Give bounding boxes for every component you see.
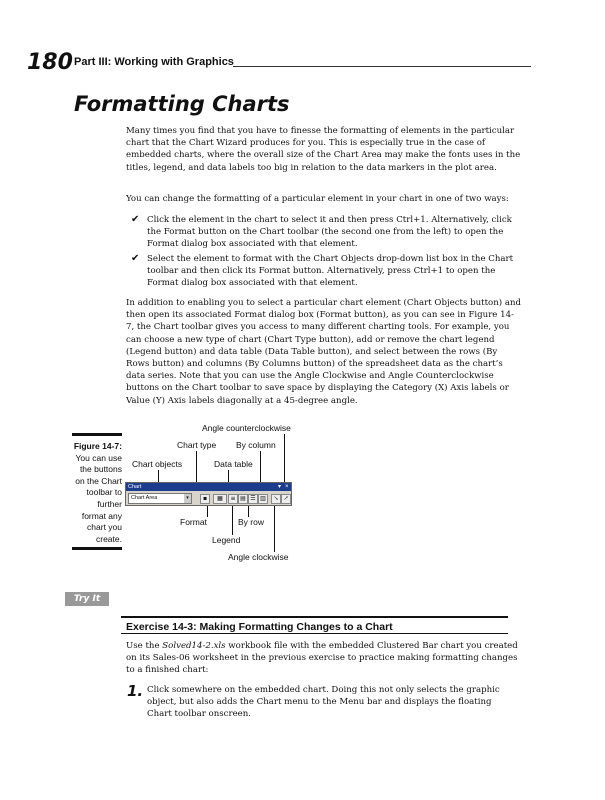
bullet-item — [131, 253, 521, 293]
callout-by-column: By column — [236, 440, 276, 450]
callout-angle-clockwise: Angle clockwise — [228, 552, 289, 562]
exercise-intro-rest: workbook file with the embedded Clustered Bar chart you created on its Sales-06 worksheet in the previous exercise to practice making formatting changes to a finished chart: — [126, 641, 518, 676]
step-number: 1. — [127, 682, 144, 700]
try-it-badge: Try It — [65, 592, 109, 606]
callout-angle-counterclockwise: Angle counterclockwise — [202, 423, 291, 433]
step-text: Click somewhere on the embedded chart. Doing this not only selects the graphic object, but also adds the Chart menu to the Menu bar and displays the floating Chart toolbar onscreen. — [147, 685, 500, 720]
callout-chart-objects: Chart objects — [132, 459, 183, 469]
figure-caption-text: You can use the buttons on the Chart toolbar to further format any chart you create. — [75, 452, 122, 544]
callout-by-row: By row — [238, 517, 264, 527]
paragraph-intro: Many times you find that you have to finesse the formatting of elements in the particular chart that the Chart Wizard produces for you. This is especially true in the case of embedded charts, where the overall size of the Chart Area may make the fonts uses in the titles, legend, and data labels too big in relation to the data markers in the plot area. — [126, 126, 521, 173]
toolbar-title: Chart — [128, 484, 142, 490]
format-button[interactable]: ▪ — [200, 494, 210, 504]
toolbar-title-bar — [126, 483, 291, 491]
chart-objects-dropdown[interactable] — [128, 493, 192, 504]
angle-counterclockwise-button[interactable]: ↗ — [281, 494, 291, 504]
paragraph-two-ways: You can change the formatting of a particular element in your chart in one of two ways: — [126, 194, 509, 204]
check-bullet-icon: ✔ — [131, 214, 140, 225]
exercise-title: Exercise 14-3: Making Formatting Changes to a Chart — [126, 621, 393, 633]
bullet-text: Select the element to format with the Chart Objects drop-down list box in the Chart toolbar and then click its Format button. Alternatively, press Ctrl+1 to open the Format dialog box associated with that element. — [147, 254, 514, 289]
figure-label: Figure 14-7: — [73, 441, 122, 451]
exercise-intro — [126, 640, 522, 677]
legend-button[interactable]: ≡ — [228, 494, 238, 504]
bullet-text: Click the element in the chart to select it and then press Ctrl+1. Alternatively, click the Format button on the Chart toolbar (the second one from the left) to open the Format dialog box associated with that element. — [147, 215, 512, 250]
exercise-file-name: Solved14-2.xls — [162, 641, 226, 651]
exercise-rule-top — [121, 616, 508, 618]
close-icon[interactable]: × — [285, 484, 289, 490]
caption-rule-top — [72, 433, 122, 436]
chart-type-button[interactable]: ▦ — [213, 494, 227, 504]
callout-format: Format — [180, 517, 207, 527]
page-number: 180 — [27, 50, 73, 75]
toolbar-options-icon[interactable]: ▾ — [278, 484, 282, 490]
paragraph-toolbar-tools: In addition to enabling you to select a particular chart element (Chart Objects button) and then open its associated Format dialog box (Format button), as you can see in Figure 14-7, the Chart toolbar gives you access to many different charting tools. For example, you can choose a new type of chart (Chart Type button), add or remove the chart legend (Legend button) and data table (Data Table button), and select between the rows (By Rows button) and columns (By Columns button) of the spreadsheet data as the chart’s data series. Note that you can use the Angle Clockwise and Angle Counterclockwise buttons on the Chart toolbar to save space by displaying the Category (X) Axis labels or Value (Y) Axis labels diagonally at a 45-degree angle. — [126, 298, 521, 406]
data-table-button[interactable]: ▤ — [238, 494, 248, 504]
exercise-rule-bottom — [121, 633, 508, 634]
chart-toolbar — [125, 482, 292, 506]
header-rule — [233, 66, 531, 67]
section-title: Formatting Charts — [74, 92, 290, 116]
by-column-button[interactable]: ▥ — [258, 494, 268, 504]
callout-chart-type: Chart type — [177, 440, 217, 450]
chart-objects-value: Chart Area — [131, 495, 158, 501]
callout-data-table: Data table — [214, 459, 253, 469]
exercise-intro-lead: Use the — [126, 641, 163, 651]
by-row-button[interactable]: ☰ — [248, 494, 258, 504]
angle-clockwise-button[interactable]: ↘ — [271, 494, 281, 504]
check-bullet-icon: ✔ — [131, 253, 140, 264]
callout-legend: Legend — [212, 535, 241, 545]
running-head: Part III: Working with Graphics — [74, 56, 234, 68]
caption-rule-bottom — [72, 547, 122, 550]
chevron-down-icon[interactable]: ▾ — [184, 494, 191, 503]
figure-caption — [72, 441, 122, 545]
bullet-item — [131, 214, 521, 254]
